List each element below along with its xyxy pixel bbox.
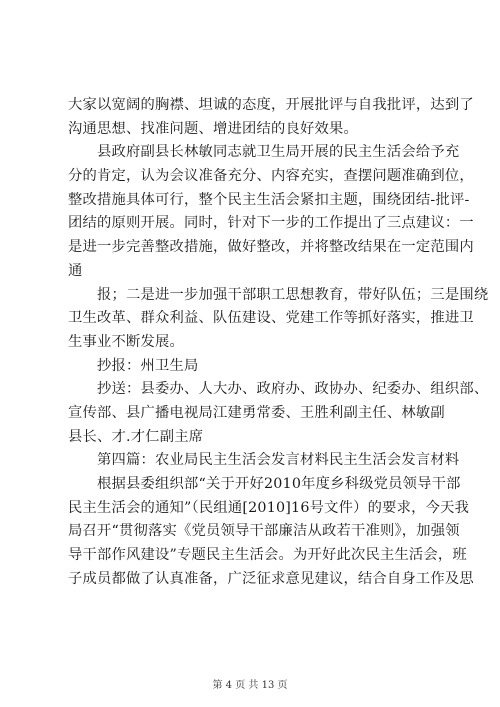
text-line: 导干部作风建设”专题民主生活会。为开好此次民主生活会，班 [68, 547, 467, 564]
text-line: 沟通思想、找准问题、增进团结的良好效果。 [68, 120, 358, 137]
text-line: 大家以宽阔的胸襟、坦诚的态度，开展批评与自我批评，达到了 [68, 97, 474, 113]
text-line: 抄报：州卫生局 [68, 357, 199, 374]
text-line: 民主生活会的通知”（民组通[2010]16号文件）的要求，今天我 [68, 499, 470, 516]
text-line: 根据县委组织部“关于开好2010年度乡科级党员领导干部 [68, 476, 461, 492]
text-line: 县长、才.才仁副主席 [68, 428, 204, 445]
text-line: 子成员都做了认真准备，广泛征求意见建议，结合自身工作及思 [68, 570, 474, 587]
text-line: 团结的原则开展。同时，针对下一步的工作提出了三点建议：一 [68, 215, 474, 232]
page-number-footer: 第 4 页 共 13 页 [212, 680, 288, 691]
text-line: 局召开“贯彻落实《党员领导干部廉洁从政若干准则》，加强领 [68, 523, 460, 540]
text-line: 卫生改革、群众利益、队伍建设、党建工作等抓好落实，推进卫 [68, 310, 474, 327]
text-line: 通 [68, 262, 83, 279]
text-line: 生事业不断发展。 [68, 333, 184, 350]
text-line: 抄送：县委办、人大办、政府办、政协办、纪委办、组织部、 [68, 381, 489, 398]
text-line: 分的肯定，认为会议准备充分、内容充实，查摆问题准确到位， [68, 168, 474, 185]
document-body [68, 94, 489, 591]
text-line: 县政府副县长林敏同志就卫生局开展的民主生活会给予充 [68, 144, 460, 161]
text-line: 第四篇：农业局民主生活会发言材料民主生活会发言材料 [68, 452, 460, 469]
text-line: 报；二是进一步加强干部职工思想教育，带好队伍；三是围绕 [68, 286, 489, 303]
text-line: 整改措施具体可行，整个民主生活会紧扣主题，围绕团结-批评- [68, 191, 470, 208]
text-line: 宣传部、县广播电视局江建勇常委、王胜利副主任、林敏副 [68, 404, 445, 421]
text-line: 是进一步完善整改措施，做好整改，并将整改结果在一定范围内 [68, 239, 474, 256]
